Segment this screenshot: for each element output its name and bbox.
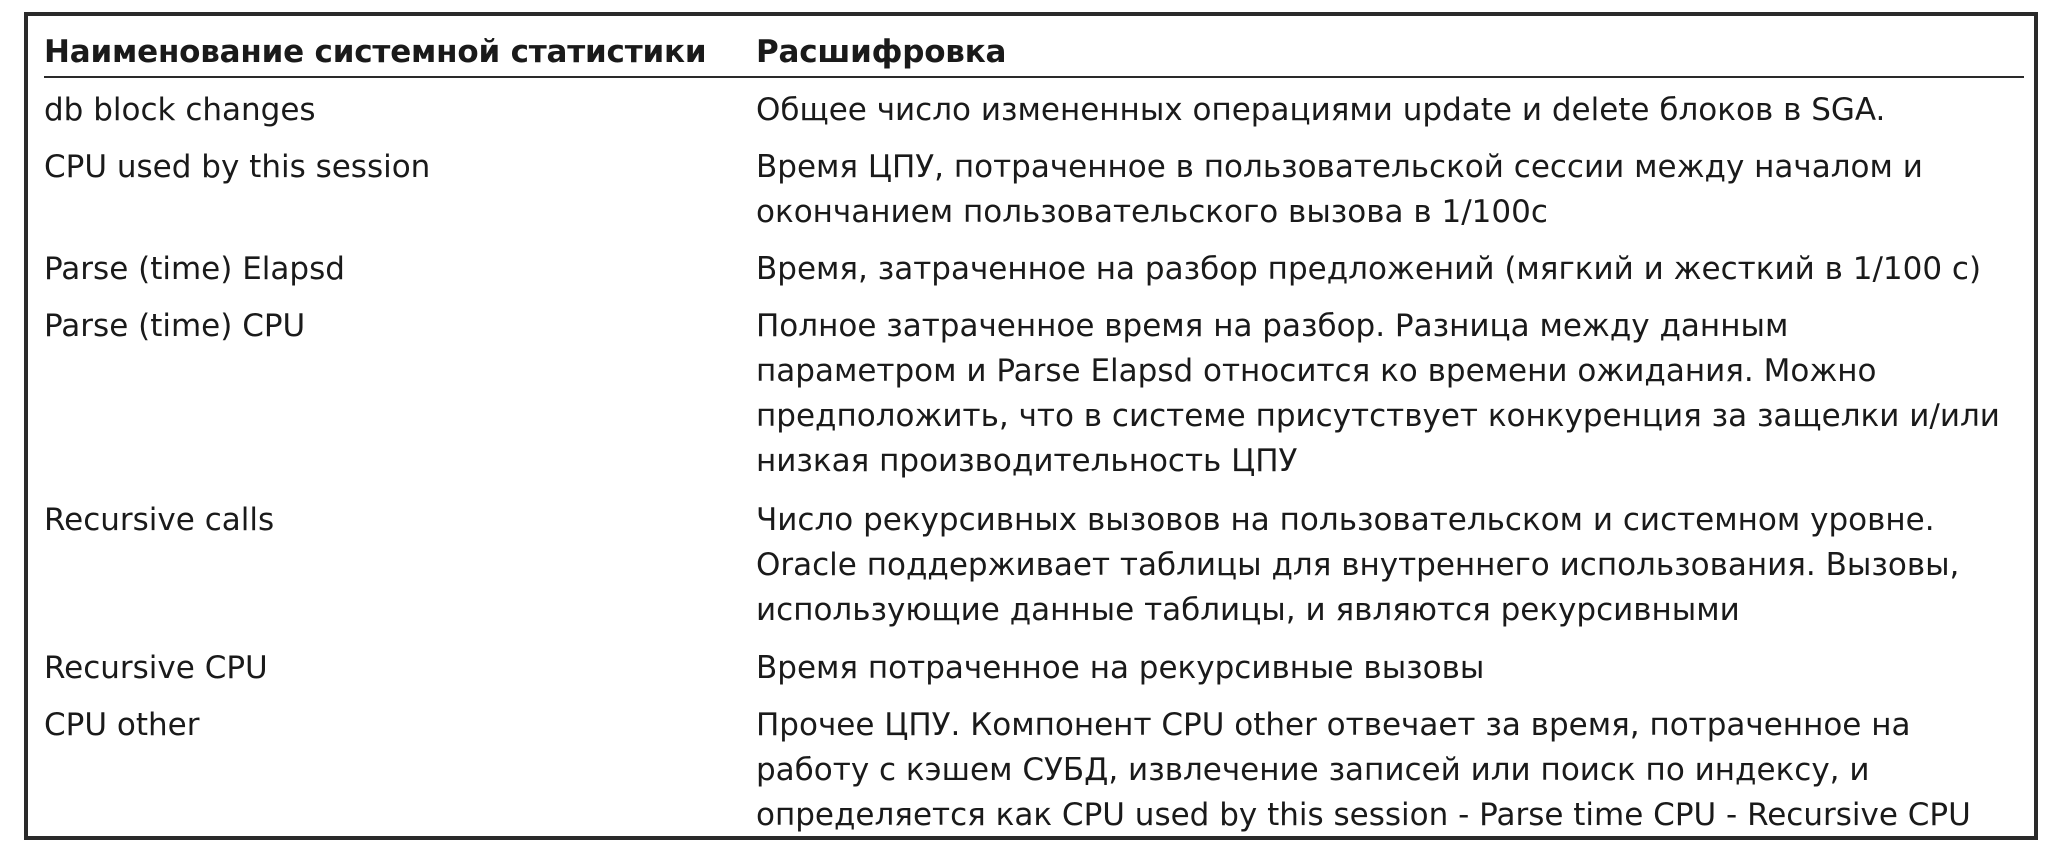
stat-description <box>756 247 2016 292</box>
description-line: Прочее ЦПУ. Компонент CPU other отвечает за время, потраченное на <box>756 707 1911 743</box>
stat-description <box>756 304 2016 484</box>
stat-description <box>756 88 2016 133</box>
stat-description <box>756 145 2016 235</box>
description-line: использующие данные таблицы, и являются рекурсивными <box>756 592 1740 628</box>
description-line: Число рекурсивных вызовов на пользовательском и системном уровне. <box>756 502 1935 538</box>
stat-name: db block changes <box>44 92 316 128</box>
stat-name: Parse (time) Elapsd <box>44 251 345 287</box>
stat-description <box>756 646 2016 691</box>
stat-name: Recursive calls <box>44 502 275 538</box>
description-line: определяется как CPU used by this session - Parse time CPU - Recursive CPU <box>756 797 1971 833</box>
stat-name: Parse (time) CPU <box>44 308 306 344</box>
table-header <box>44 26 2024 78</box>
description-line: параметром и Parse Elapsd относится ко времени ожидания. Можно <box>756 353 1877 389</box>
description-line: работу с кэшем СУБД, извлечение записей или поиск по индексу, и <box>756 752 1870 788</box>
stat-name: Recursive CPU <box>44 650 268 686</box>
description-line: низкая производительность ЦПУ <box>756 443 1298 479</box>
stat-description <box>756 703 2016 838</box>
description-line: окончанием пользовательского вызова в 1/100с <box>756 194 1548 230</box>
description-line: Время ЦПУ, потраченное в пользовательской сессии между началом и <box>756 149 1923 185</box>
description-line: Полное затраченное время на разбор. Разница между данным <box>756 308 1789 344</box>
stat-name: CPU other <box>44 707 200 743</box>
stat-description <box>756 498 2016 633</box>
header-name: Наименование системной статистики <box>44 34 707 70</box>
header-description: Расшифровка <box>756 34 1007 70</box>
description-line: Общее число измененных операциями update и delete блоков в SGA. <box>756 92 1886 128</box>
description-line: Время, затраченное на разбор предложений (мягкий и жесткий в 1/100 с) <box>756 251 1982 287</box>
description-line: Время потраченное на рекурсивные вызовы <box>756 650 1485 686</box>
description-line: предположить, что в системе присутствует конкуренция за защелки и/или <box>756 398 2000 434</box>
description-line: Oracle поддерживает таблицы для внутреннего использования. Вызовы, <box>756 547 1960 583</box>
stat-name: CPU used by this session <box>44 149 431 185</box>
statistics-table <box>24 12 2038 840</box>
